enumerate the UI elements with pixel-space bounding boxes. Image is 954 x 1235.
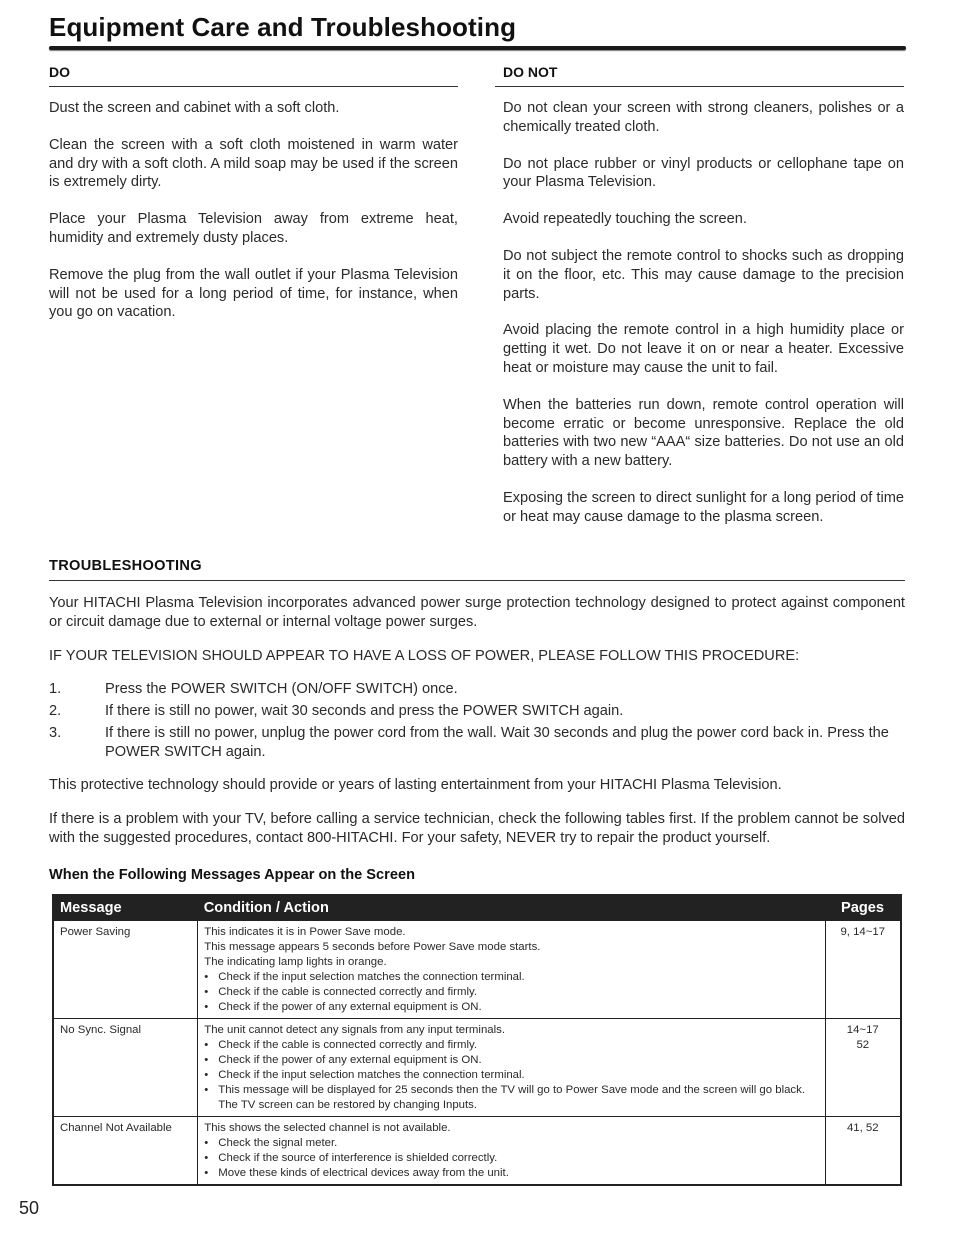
- condition-bullet: • Check if the power of any external equipment is ON.: [204, 1053, 818, 1068]
- condition-line: This indicates it is in Power Save mode.: [204, 926, 406, 938]
- condition-bullet: • Check the signal meter.: [204, 1136, 818, 1151]
- page-ref: 41, 52: [846, 1122, 879, 1134]
- pages-cell: [825, 921, 901, 1019]
- condition-cell: [198, 1019, 825, 1117]
- step-text: If there is still no power, unplug the power cord from the wall. Wait 30 seconds and plug the power cord back in. Press the POWER SWITCH again.: [105, 725, 889, 760]
- message-cell: No Sync. Signal: [53, 1019, 198, 1117]
- condition-cell: [198, 1117, 825, 1186]
- condition-line: This shows the selected channel is not available.: [204, 1122, 451, 1134]
- condition-bullet: • Check if the cable is connected correctly and firmly.: [204, 1038, 818, 1053]
- procedure-step: [49, 680, 905, 699]
- donot-item: Exposing the screen to direct sunlight for a long period of time or heat may cause damage to the plasma screen.: [503, 489, 904, 525]
- page-ref: 14~17: [846, 1024, 879, 1036]
- page-title: Equipment Care and Troubleshooting: [49, 12, 517, 42]
- table-row: [53, 1117, 901, 1186]
- condition-bullet: • Check if the power of any external equipment is ON.: [204, 1000, 818, 1015]
- condition-bullet: • Check if the input selection matches the connection terminal.: [204, 970, 818, 985]
- condition-bullet: • Check if the cable is connected correctly and firmly.: [204, 985, 818, 1000]
- intro-paragraph: Your HITACHI Plasma Television incorporates advanced power surge protection technology designed to protect against component or circuit damage due to external or internal voltage power surges.: [49, 595, 905, 630]
- pages-cell: [825, 1117, 901, 1186]
- troubleshooting-heading: TROUBLESHOOTING: [49, 558, 905, 581]
- donot-item: Do not clean your screen with strong cleaners, polishes or a chemically treated cloth.: [503, 100, 904, 135]
- step-number: 3.: [49, 725, 62, 741]
- procedure-step: [49, 724, 905, 762]
- condition-bullet: • This message will be displayed for 25 seconds then the TV will go to Power Save mode and the screen will go black. The TV screen can be restored by changing Inputs.: [204, 1083, 818, 1113]
- header-message: Message: [53, 895, 198, 921]
- condition-bullet: • Move these kinds of electrical devices away from the unit.: [204, 1166, 818, 1181]
- do-heading: DO: [49, 64, 458, 87]
- table-row: [53, 1019, 901, 1117]
- messages-table-heading: When the Following Messages Appear on the Screen: [49, 867, 415, 883]
- do-list: [49, 87, 458, 322]
- service-paragraph: If there is a problem with your TV, before calling a service technician, check the following tables first. If the problem cannot be solved with the suggested procedures, contact 800-HITACHI. For your safety, NEVER try to repair the product yourself.: [49, 811, 905, 846]
- table-row: [53, 921, 901, 1019]
- donot-item: Avoid repeatedly touching the screen.: [503, 211, 747, 228]
- donot-item: Avoid placing the remote control in a high humidity place or getting it wet. Do not leave it on or near a heater. Excessive heat or moisture may cause the unit to fail.: [503, 322, 904, 376]
- page-number: 50: [19, 1198, 40, 1218]
- page-ref: 9, 14~17: [840, 926, 886, 938]
- donot-item: Do not place rubber or vinyl products or cellophane tape on your Plasma Television.: [503, 155, 904, 191]
- message-cell: Channel Not Available: [53, 1117, 198, 1186]
- condition-line: This message appears 5 seconds before Power Save mode starts.: [204, 941, 541, 953]
- condition-bullet: • Check if the source of interference is shielded correctly.: [204, 1151, 818, 1166]
- donot-column: [495, 64, 904, 545]
- step-text: Press the POWER SWITCH (ON/OFF SWITCH) once.: [105, 681, 458, 697]
- do-item: Remove the plug from the wall outlet if your Plasma Television will not be used for a long period of time, for instance, when you go on vacation.: [49, 266, 458, 321]
- do-column: [49, 64, 458, 340]
- protective-paragraph: This protective technology should provide or years of lasting entertainment from your HITACHI Plasma Television.: [49, 777, 782, 793]
- table-header-row: [53, 895, 901, 921]
- condition-cell: [198, 921, 825, 1019]
- condition-line: The unit cannot detect any signals from any input terminals.: [204, 1024, 506, 1036]
- condition-line: The indicating lamp lights in orange.: [204, 956, 387, 968]
- step-number: 1.: [49, 681, 62, 697]
- donot-heading: DO NOT: [495, 64, 904, 87]
- procedure-heading: IF YOUR TELEVISION SHOULD APPEAR TO HAVE A LOSS OF POWER, PLEASE FOLLOW THIS PROCEDURE:: [49, 648, 800, 664]
- title-rule: [49, 46, 906, 50]
- do-item: Clean the screen with a soft cloth moistened in warm water and dry with a soft cloth. A mild soap may be used if the screen is extremely dirty.: [49, 136, 458, 191]
- step-text: If there is still no power, wait 30 seconds and press the POWER SWITCH again.: [105, 703, 624, 719]
- message-cell: Power Saving: [53, 921, 198, 1019]
- donot-item: When the batteries run down, remote control operation will become erratic or become unresponsive. Replace the old batteries with two new “AAA“ size batteries. Do not use an old battery with a new battery.: [503, 396, 904, 470]
- do-item: Place your Plasma Television away from extreme heat, humidity and extremely dusty places.: [49, 211, 458, 246]
- step-number: 2.: [49, 703, 62, 719]
- header-pages: Pages: [825, 895, 901, 921]
- page-ref: 52: [856, 1039, 870, 1051]
- condition-bullet: • Check if the input selection matches the connection terminal.: [204, 1068, 818, 1083]
- header-condition: Condition / Action: [198, 895, 825, 921]
- procedure-step: [49, 702, 905, 721]
- do-item: Dust the screen and cabinet with a soft cloth.: [49, 100, 340, 116]
- donot-list: [495, 87, 904, 527]
- donot-item: Do not subject the remote control to shocks such as dropping it on the floor, etc. This may cause damage to the precision parts.: [503, 247, 904, 302]
- pages-cell: [825, 1019, 901, 1117]
- messages-table: [52, 894, 902, 1186]
